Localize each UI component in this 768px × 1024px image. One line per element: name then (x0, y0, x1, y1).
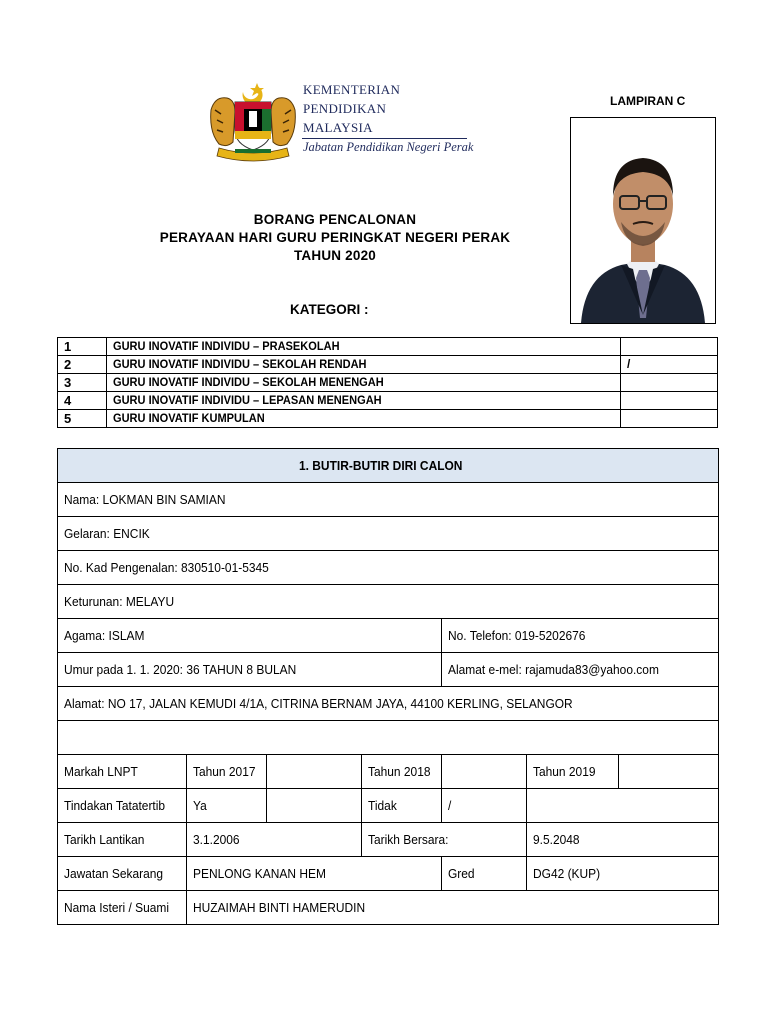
category-number: 3 (58, 374, 107, 392)
field-kad-pengenalan (58, 551, 719, 585)
bersara-label (362, 823, 527, 857)
candidate-details-table (57, 448, 719, 925)
lantikan-value (187, 823, 362, 857)
lnpt-label (58, 755, 187, 789)
jawatan-label-text: Jawatan Sekarang (64, 866, 164, 881)
category-label (107, 374, 621, 392)
pasangan-value-text: HUZAIMAH BINTI HAMERUDIN (193, 900, 366, 915)
bersara-value (527, 823, 719, 857)
tatatertib-tidak-mark: / (448, 798, 452, 813)
lnpt-2017-value (267, 755, 362, 789)
field-keturunan (58, 585, 719, 619)
field-telefon-text: No. Telefon: 019-5202676 (448, 628, 586, 643)
category-mark (621, 338, 718, 356)
category-label (107, 338, 621, 356)
tatatertib-ya (187, 789, 267, 823)
lnpt-2018-label (362, 755, 442, 789)
attachment-label: LAMPIRAN C (610, 94, 686, 108)
form-title-line-1: BORANG PENCALONAN (253, 212, 417, 227)
category-number: 4 (58, 392, 107, 410)
field-emel (442, 653, 719, 687)
category-label-text: GURU INOVATIF INDIVIDU – SEKOLAH RENDAH (113, 357, 367, 371)
jata-negara-crest-icon (205, 80, 301, 162)
pasangan-label (58, 891, 187, 925)
pasangan-label-text: Nama Isteri / Suami (64, 900, 170, 915)
field-gelaran (58, 517, 719, 551)
field-telefon (442, 619, 719, 653)
tatatertib-ya-text: Ya (193, 798, 207, 813)
section-title-text: 1. BUTIR-BUTIR DIRI CALON (299, 458, 463, 473)
lantikan-value-text: 3.1.2006 (193, 832, 240, 847)
category-label-text: GURU INOVATIF INDIVIDU – SEKOLAH MENENGAH (113, 375, 384, 389)
gred-label-text: Gred (448, 866, 475, 881)
category-label-text: GURU INOVATIF INDIVIDU – LEPASAN MENENGAH (113, 393, 382, 407)
lnpt-2018-value (442, 755, 527, 789)
field-alamat-text: Alamat: NO 17, JALAN KEMUDI 4/1A, CITRINA BERNAM JAYA, 44100 KERLING, SELANGOR (64, 696, 573, 711)
category-row (58, 374, 718, 392)
field-agama-text: Agama: ISLAM (64, 628, 145, 643)
tatatertib-tidak-text: Tidak (368, 798, 397, 813)
category-label (107, 392, 621, 410)
lnpt-2019-label (527, 755, 619, 789)
form-title-line-2: PERAYAAN HARI GURU PERINGKAT NEGERI PERAK (159, 230, 511, 245)
tatatertib-tidak (362, 789, 442, 823)
ministry-name-line-3: MALAYSIA (303, 120, 373, 135)
category-label (107, 356, 621, 374)
gred-label (442, 857, 527, 891)
category-mark: / (621, 356, 718, 374)
lnpt-2018-text: Tahun 2018 (368, 764, 431, 779)
field-kad-pengenalan-text: No. Kad Pengenalan: 830510-01-5345 (64, 560, 269, 575)
category-row (58, 338, 718, 356)
lnpt-2019-value (619, 755, 719, 789)
tatatertib-ya-value (267, 789, 362, 823)
field-empty-row (58, 721, 719, 755)
ministry-divider (302, 138, 467, 139)
bersara-label-text: Tarikh Bersara: (368, 832, 449, 847)
category-row (58, 356, 718, 374)
section-title (58, 449, 719, 483)
category-row (58, 410, 718, 428)
field-nama-text: Nama: LOKMAN BIN SAMIAN (64, 492, 226, 507)
category-number: 5 (58, 410, 107, 428)
field-agama (58, 619, 442, 653)
form-title-line-3: TAHUN 2020 (293, 248, 377, 263)
category-number: 2 (58, 356, 107, 374)
bersara-value-text: 9.5.2048 (533, 832, 580, 847)
gred-value (527, 857, 719, 891)
department-name: Jabatan Pendidikan Negeri Perak (303, 140, 474, 154)
field-alamat (58, 687, 719, 721)
category-mark (621, 410, 718, 428)
field-nama (58, 483, 719, 517)
category-label-text: GURU INOVATIF INDIVIDU – PRASEKOLAH (113, 339, 340, 353)
field-umur-text: Umur pada 1. 1. 2020: 36 TAHUN 8 BULAN (64, 662, 297, 677)
lantikan-label (58, 823, 187, 857)
jawatan-label (58, 857, 187, 891)
tatatertib-blank (527, 789, 719, 823)
category-number: 1 (58, 338, 107, 356)
lantikan-label-text: Tarikh Lantikan (64, 832, 145, 847)
gred-value-text: DG42 (KUP) (533, 866, 601, 881)
lnpt-2017-text: Tahun 2017 (193, 764, 256, 779)
lnpt-label-text: Markah LNPT (64, 764, 138, 779)
jawatan-value-text: PENLONG KANAN HEM (193, 866, 326, 881)
lnpt-2019-text: Tahun 2019 (533, 764, 596, 779)
field-umur (58, 653, 442, 687)
ministry-name-line-1: KEMENTERIAN (303, 82, 401, 97)
tatatertib-label-text: Tindakan Tatatertib (64, 798, 166, 813)
jawatan-value (187, 857, 442, 891)
category-row (58, 392, 718, 410)
category-label-text: GURU INOVATIF KUMPULAN (113, 411, 265, 425)
pasangan-value (187, 891, 719, 925)
category-label (107, 410, 621, 428)
category-mark (621, 392, 718, 410)
field-gelaran-text: Gelaran: ENCIK (64, 526, 150, 541)
category-mark (621, 374, 718, 392)
category-table (57, 337, 718, 428)
category-heading: KATEGORI : (290, 302, 369, 317)
person-portrait-icon (571, 118, 715, 323)
field-keturunan-text: Keturunan: MELAYU (64, 594, 175, 609)
lnpt-2017-label (187, 755, 267, 789)
candidate-photo (570, 117, 716, 324)
field-emel-text: Alamat e-mel: rajamuda83@yahoo.com (448, 662, 659, 677)
tatatertib-label (58, 789, 187, 823)
tatatertib-tidak-value (442, 789, 527, 823)
ministry-name-line-2: PENDIDIKAN (303, 101, 387, 116)
